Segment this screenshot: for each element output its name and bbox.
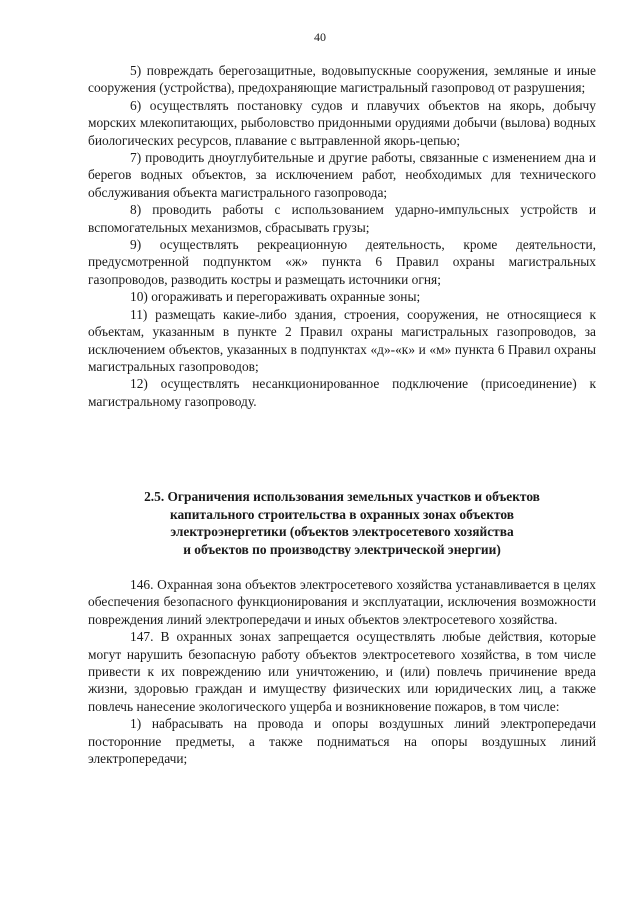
section-heading-line: капитального строительства в охранных зонах объектов — [170, 506, 514, 522]
prohibitions-list — [88, 62, 596, 410]
list-item: 12) осуществлять несанкционированное подключение (присоединение) к магистральному газопроводу. — [88, 376, 596, 409]
list-item: 1) набрасывать на провода и опоры воздушных линий электропередачи посторонние предметы, а также подниматься на опоры воздушных линий электропередачи; — [88, 716, 596, 767]
paragraph: 146. Охранная зона объектов электросетевого хозяйства устанавливается в целях обеспечения безопасного функционирования и эксплуатации, исключения возможности повреждения линий электропередачи и иных объектов электросетевого хозяйства. — [88, 577, 596, 627]
list-item: 10) огораживать и перегораживать охранные зоны; — [130, 289, 421, 305]
section-body — [88, 576, 596, 767]
page-number: 40 — [314, 30, 326, 44]
section-heading-line: и объектов по производству электрической энергии) — [183, 541, 501, 557]
list-item: 5) повреждать берегозащитные, водовыпускные сооружения, земляные и иные сооружения (устройства), предохраняющие магистральный газопровод от разрушения; — [88, 63, 596, 96]
list-item: 6) осуществлять постановку судов и плавучих объектов на якорь, добычу морских млекопитающих, рыболовство придонными орудиями добычи (вылова) водных биологических ресурсов, плавание с вытравленной якорь-цепью; — [88, 97, 596, 148]
list-item: 8) проводить работы с использованием ударно-импульсных устройств и вспомогательных механизмов, сбрасывать грузы; — [88, 202, 596, 235]
paragraph: 147. В охранных зонах запрещается осуществлять любые действия, которые могут нарушить безопасную работу объектов электросетевого хозяйства, в том числе привести к их повреждению или уничтожению, и (или) повлечь причинение вреда жизни, здоровью граждан и имуществу физических или юридических лиц, а также повлечь нанесение экологического ущерба и возникновение пожаров, в том числе: — [88, 629, 596, 714]
section-heading-line: электроэнергетики (объектов электросетевого хозяйства — [170, 524, 514, 540]
list-item: 11) размещать какие-либо здания, строения, сооружения, не относящиеся к объектам, указанным в пункте 2 Правил охраны магистральных газопроводов, за исключением объектов, указанных в подпунктах «д»-«к» и «м» пункта 6 Правил охраны магистральных газопроводов; — [88, 306, 596, 374]
section-heading-line: 2.5. Ограничения использования земельных участков и объектов — [144, 489, 540, 504]
section-heading — [88, 488, 596, 558]
list-item: 9) осуществлять рекреационную деятельность, кроме деятельности, предусмотренной подпунктом «ж» пункта 6 Правил охраны магистральных газопроводов, разводить костры и размещать источники огня; — [88, 237, 596, 287]
list-item: 7) проводить дноуглубительные и другие работы, связанные с изменением дна и берегов водных объектов, за исключением работ, необходимых для технического обслуживания объекта магистрального газопровода; — [88, 150, 596, 200]
